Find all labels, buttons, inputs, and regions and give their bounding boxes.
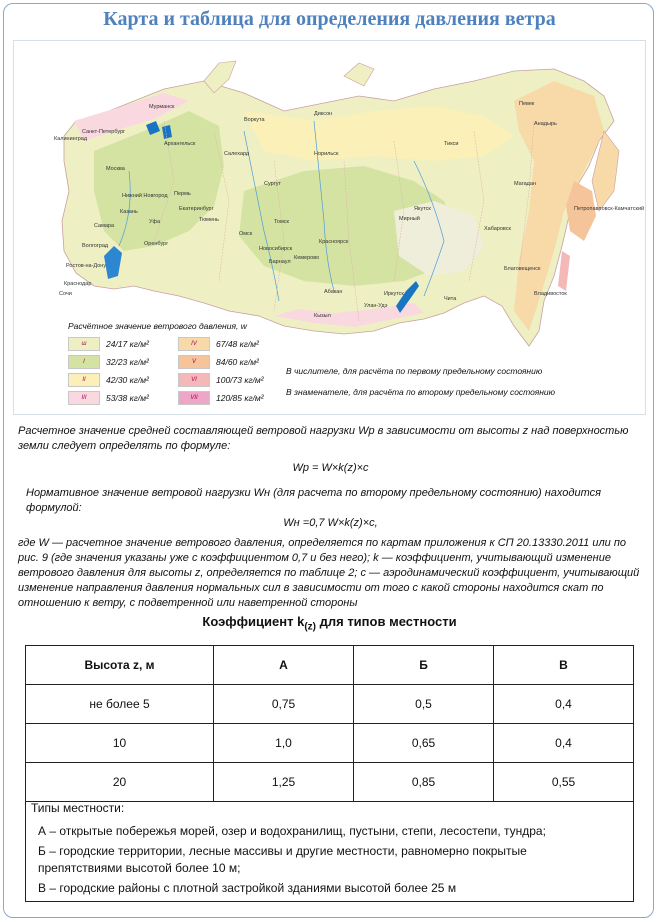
legend-title: Расчётное значение ветрового давления, w [68, 321, 247, 331]
city-label: Чита [444, 296, 457, 302]
legend-item [68, 355, 178, 369]
formula-wp: Wp = W×k(z)×c [292, 462, 369, 474]
city-label: Сочи [59, 291, 72, 297]
city-label: Кызыл [314, 313, 331, 319]
cell-a: 1,0 [214, 724, 354, 763]
table-header-row [26, 646, 634, 685]
cell-b: 0,85 [354, 763, 494, 802]
city-label: Благовещенск [504, 266, 541, 272]
legend-swatch: V [178, 355, 210, 369]
legend-label: 84/60 кг/м² [216, 357, 259, 367]
city-label: Екатеринбург [179, 206, 214, 212]
table-row [26, 685, 634, 724]
legend-label: 100/73 кг/м² [216, 375, 264, 385]
city-label: Барнаул [269, 259, 291, 265]
city-label: Пермь [174, 191, 191, 197]
cell-v: 0,4 [494, 685, 634, 724]
severnaya-zemlya [344, 63, 374, 86]
terrain-title: Типы местности: [31, 801, 125, 815]
map-legend [68, 321, 298, 405]
cell-b: 0,5 [354, 685, 494, 724]
header-a: А [214, 646, 354, 685]
city-label: Мирный [399, 216, 420, 222]
city-label: Владивосток [534, 291, 567, 297]
legend-swatch: I [68, 355, 100, 369]
note-denominator: В знаменателе, для расчёта по второму предельному состоянию [286, 387, 556, 397]
city-label: Волгоград [82, 243, 109, 249]
terrain-item-b: Б – городские территории, лесные массивы и другие местности, равномерно покрытые препятствиями высотой более 10 м; [38, 844, 527, 875]
city-label: Уфа [149, 219, 161, 225]
legend-item [178, 373, 288, 387]
legend-swatch: VII [178, 391, 210, 405]
city-label: Архангельск [164, 141, 196, 147]
cell-height: 10 [26, 724, 214, 763]
city-label: Сургут [264, 181, 281, 187]
paragraph-definitions: где W — расчетное значение ветрового давления, определяется по картам приложения к СП 20.13330.2011 или по рис. 9 (где значения указаны уже с коэффициентом 0,7 и без него); k — коэффициент, учитывающий изменение ветрового давления для высоты z, определяется по таблице 2; c — аэродинамический коэффициент, учитывающий изменение направления давления нормальных сил в зависимости от того с какой стороны находится скат по отношению к ветру, с подветренной или наветренной стороны [18, 537, 640, 609]
table-title: Коэффициент $k_{(z)}$ для типов местности [202, 614, 457, 633]
city-label: Красноярск [319, 239, 349, 245]
city-label: Мурманск [149, 104, 175, 110]
city-label: Новосибирск [259, 246, 293, 252]
city-label: Петропавловск-Камчатский [574, 206, 645, 212]
city-label: Самара [94, 223, 115, 229]
paragraph-design-value: Расчетное значение средней составляющей ветровой нагрузки Wp в зависимости от высоты z над поверхностью земли следует определять по формуле: [18, 425, 629, 452]
city-label: Краснодар [64, 281, 92, 287]
city-label: Норильск [314, 151, 339, 157]
city-label: Тюмень [199, 217, 219, 223]
cell-v: 0,4 [494, 724, 634, 763]
city-label: Воркута [244, 117, 265, 123]
formula-wn: Wн =0,7 W×k(z)×c, [283, 517, 378, 529]
legend-label: 42/30 кг/м² [106, 375, 149, 385]
terrain-item-v: В – городские районы с плотной застройкой зданиями высотой более 25 м [38, 881, 457, 895]
city-label: Абакан [324, 289, 343, 295]
city-label: Хабаровск [484, 226, 511, 232]
legend-label: 67/48 кг/м² [216, 339, 259, 349]
legend-item [68, 373, 178, 387]
city-label: Тикси [444, 141, 459, 147]
city-label: Иркутск [384, 291, 404, 297]
cell-height: 20 [26, 763, 214, 802]
city-label: Калининград [54, 136, 88, 142]
legend-swatch: VI [178, 373, 210, 387]
cell-a: 0,75 [214, 685, 354, 724]
page-title: Карта и таблица для определения давления ветра [103, 8, 556, 30]
legend-item [68, 337, 178, 351]
legend-swatch: III [68, 391, 100, 405]
legend-item [68, 391, 178, 405]
legend-label: 120/85 кг/м² [216, 393, 264, 403]
legend-label: 53/38 кг/м² [106, 393, 149, 403]
city-label: Санкт-Петербург [82, 129, 126, 135]
legend-item [178, 337, 288, 351]
city-label: Омск [239, 231, 253, 237]
cell-a: 1,25 [214, 763, 354, 802]
terrain-types [25, 790, 634, 902]
header-v: В [494, 646, 634, 685]
zone-red-sakhalin [558, 251, 570, 291]
city-label: Кемерово [294, 255, 320, 261]
city-label: Певек [519, 101, 535, 107]
city-label: Ростов-на-Дону [66, 263, 107, 269]
city-label: Якутск [414, 206, 431, 212]
legend-swatch: IV [178, 337, 210, 351]
legend-item [178, 391, 288, 405]
city-label: Улан-Удэ [364, 303, 388, 309]
legend-label: 24/17 кг/м² [106, 339, 149, 349]
legend-swatch: ш [68, 337, 100, 351]
city-label: Диксон [314, 111, 333, 117]
city-label: Салехард [224, 151, 250, 157]
city-label: Оренбург [144, 241, 169, 247]
city-label: Казань [120, 209, 138, 215]
legend-swatch: II [68, 373, 100, 387]
table-row [26, 724, 634, 763]
legend-item [178, 355, 288, 369]
cell-b: 0,65 [354, 724, 494, 763]
terrain-item-a: А – открытые побережья морей, озер и водохранилищ, пустыни, степи, лесостепи, тундра; [38, 824, 546, 838]
city-label: Анадырь [534, 121, 557, 127]
city-label: Нижний Новгород [122, 193, 168, 199]
legend-label: 32/23 кг/м² [106, 357, 149, 367]
coefficient-table [25, 645, 634, 802]
cell-height: не более 5 [26, 685, 214, 724]
header-height: Высота z, м [26, 646, 214, 685]
wind-map [13, 40, 646, 415]
cell-v: 0,55 [494, 763, 634, 802]
city-label: Томск [274, 219, 289, 225]
city-label: Магадан [514, 181, 536, 187]
city-label: Москва [106, 166, 125, 172]
note-numerator: В числителе, для расчёта по первому предельному состоянию [286, 366, 543, 376]
header-b: Б [354, 646, 494, 685]
paragraph-normative-value: Нормативное значение ветровой нагрузки Wн (для расчета по второму предельному состоянию) находится формулой: [26, 487, 602, 514]
